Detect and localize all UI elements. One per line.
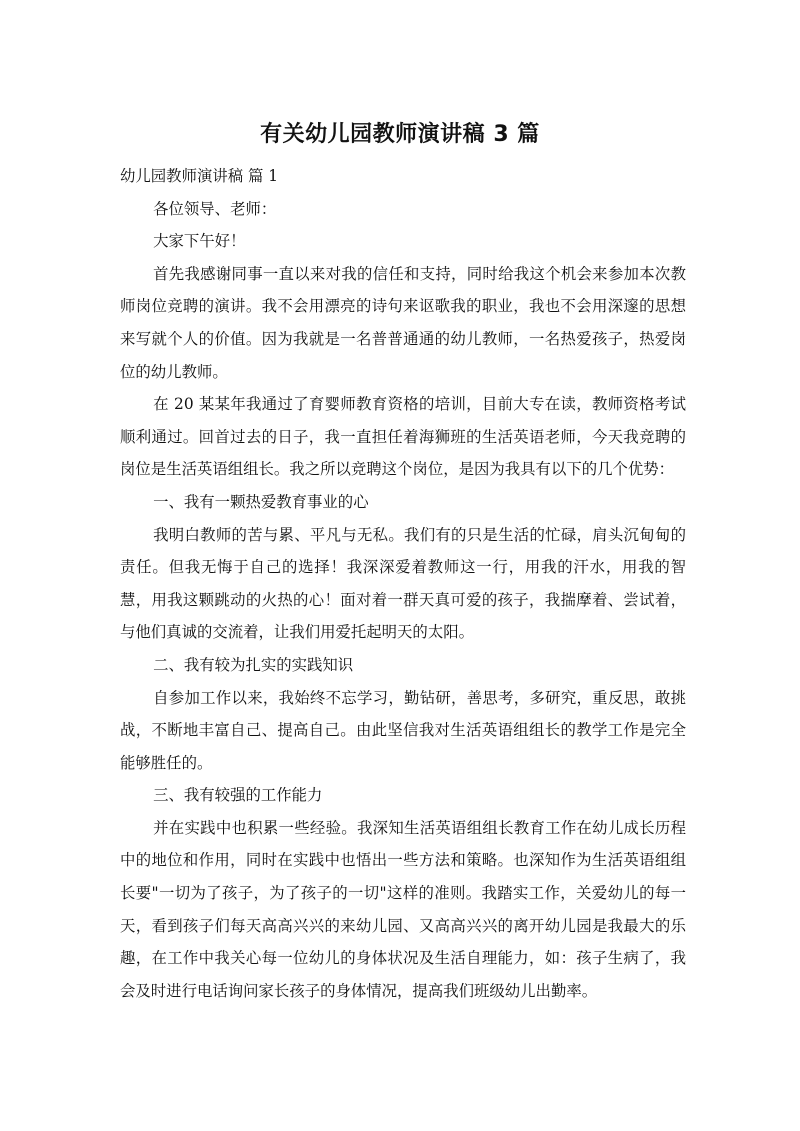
- section-body-1: 我明白教师的苦与累、平凡与无私。我们有的只是生活的忙碌，肩头沉甸甸的责任。但我无悔于自己的选择！我深深爱着教师这一行，用我的汗水，用我的智慧，用我这颗跳动的火热的心！面对着一群天真可爱的孩子，我揣摩着、尝试着，与他们真诚的交流着，让我们用爱托起明天的太阳。: [120, 525, 686, 642]
- salutation: 大家下午好！: [153, 232, 246, 251]
- speech-subtitle: 幼儿园教师演讲稿 篇 1: [120, 167, 279, 185]
- section-heading-3: 三、我有较强的工作能力: [153, 786, 323, 805]
- document-body: [120, 160, 686, 1007]
- greeting: 各位领导、老师：: [153, 199, 277, 218]
- section-heading-1: 一、我有一颗热爱教育事业的心: [153, 492, 369, 511]
- section-heading-2: 二、我有较为扎实的实践知识: [153, 655, 354, 674]
- paragraph-background: 在 20 某某年我通过了育婴师教育资格的培训，目前大专在读，教师资格考试顺利通过。回首过去的日子，我一直担任着海狮班的生活英语老师，今天我竞聘的岗位是生活英语组组长。我之所以竞聘这个岗位，是因为我具有以下的几个优势：: [120, 395, 686, 479]
- document-title: 有关幼儿园教师演讲稿 3 篇: [260, 122, 540, 147]
- section-body-2: 自参加工作以来，我始终不忘学习，勤钻研，善思考，多研究，重反思，敢挑战，不断地丰富自己、提高自己。由此坚信我对生活英语组组长的教学工作是完全能够胜任的。: [120, 688, 686, 772]
- section-body-3: 并在实践中也积累一些经验。我深知生活英语组组长教育工作在幼儿成长历程中的地位和作用，同时在实践中也悟出一些方法和策略。也深知作为生活英语组组长要"一切为了孩子，为了孩子的一切"这样的准则。我踏实工作，关爱幼儿的每一天，看到孩子们每天高高兴兴的来幼儿园、又高高兴兴的离开幼儿园是我最大的乐趣，在工作中我关心每一位幼儿的身体状况及生活自理能力，如：孩子生病了，我会及时进行电话询问家长孩子的身体情况，提高我们班级幼儿出勤率。: [120, 818, 686, 1000]
- paragraph-intro: 首先我感谢同事一直以来对我的信任和支持，同时给我这个机会来参加本次教师岗位竞聘的演讲。我不会用漂亮的诗句来讴歌我的职业，我也不会用深邃的思想来写就个人的价值。因为我就是一名普普通通的幼儿教师，一名热爱孩子，热爱岗位的幼儿教师。: [120, 264, 686, 381]
